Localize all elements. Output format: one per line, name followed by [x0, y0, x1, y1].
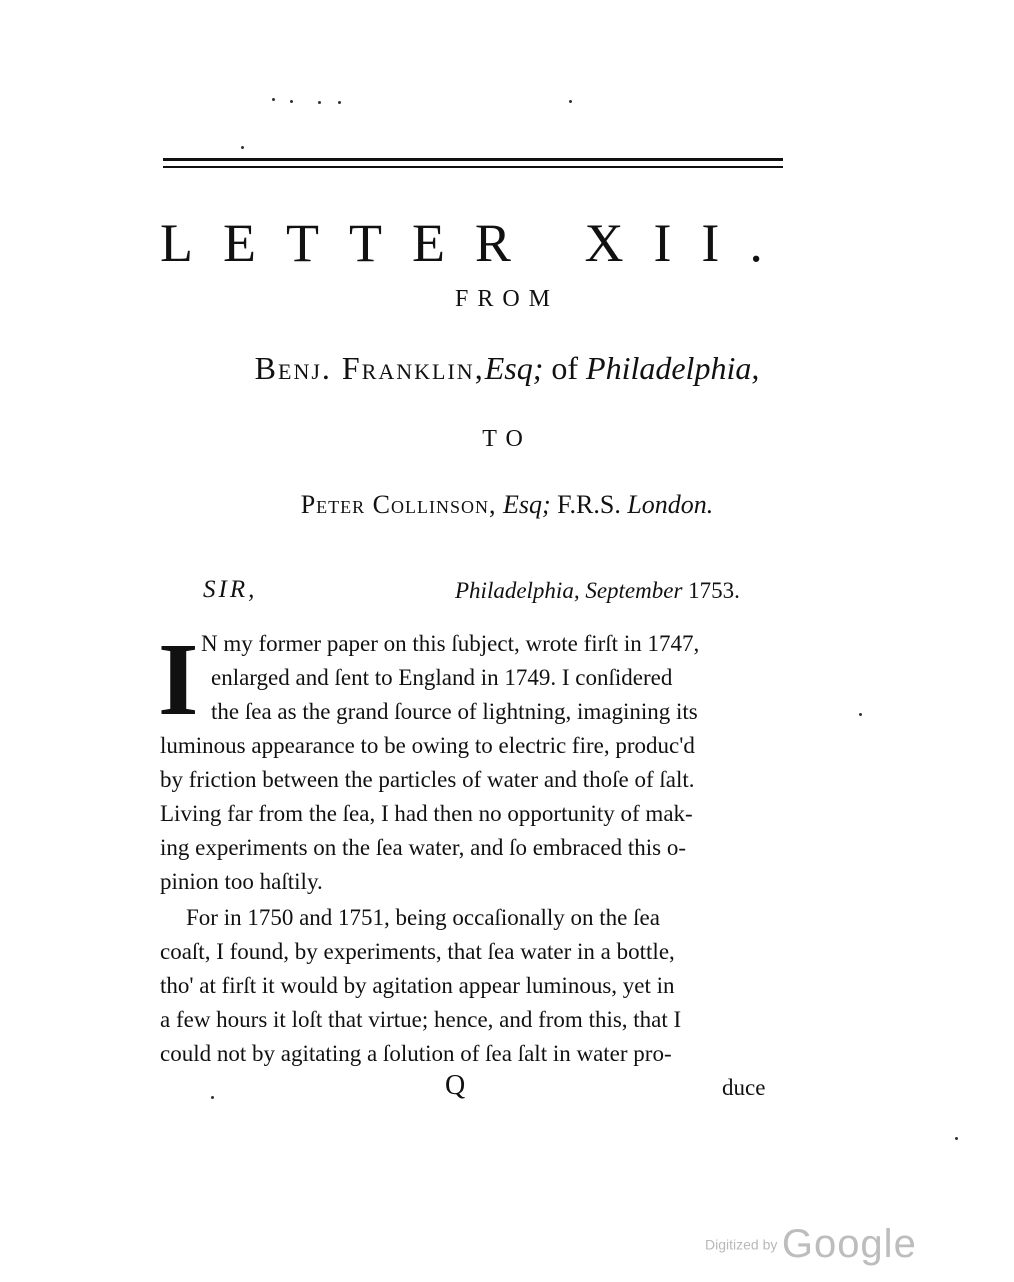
recipient-title: Esq;	[502, 490, 551, 519]
body-line: a few hours it loſt that virtue; hence, and from this, that I	[160, 1007, 682, 1032]
body-line: could not by agitating a ſolution of ſea ſalt in water pro-	[160, 1041, 672, 1066]
recipient-place: London.	[627, 490, 714, 519]
body-line: tho' at firſt it would by agitation appear luminous, yet in	[160, 973, 675, 998]
body-line: N my former paper on this ſubject, wrote firſt in 1747,	[201, 631, 700, 656]
body-line: For in 1750 and 1751, being occaſionally on the ſea	[186, 905, 660, 930]
dateline-year: 1753.	[688, 578, 740, 603]
scan-speck	[272, 98, 275, 101]
author-line	[0, 350, 1014, 387]
recipient-name: Peter Collinson,	[300, 490, 497, 519]
letter-title: LETTER XII.	[160, 213, 793, 273]
scan-speck	[955, 1137, 958, 1140]
body-line: enlarged and ſent to England in 1749. I conſidered	[211, 665, 673, 690]
drop-cap: I	[158, 622, 199, 737]
author-of: of	[543, 350, 587, 386]
body-line: pinion too haſtily.	[160, 869, 323, 894]
rule-thin	[163, 166, 783, 168]
scan-speck	[211, 1096, 214, 1099]
dateline-place: Philadelphia, September	[455, 578, 683, 603]
google-logo: Google	[781, 1222, 917, 1266]
author-place: Philadelphia,	[586, 350, 760, 386]
recipient-line	[0, 490, 1014, 520]
rule-thick	[163, 158, 783, 161]
signature-mark: Q	[445, 1070, 466, 1101]
body-line: luminous appearance to be owing to electric fire, produc'd	[160, 733, 695, 758]
catchword: duce	[722, 1075, 766, 1100]
scan-speck	[241, 146, 244, 149]
from-label: FROM	[454, 286, 560, 312]
body-line: Living far from the ſea, I had then no opportunity of mak-	[160, 801, 693, 826]
watermark-prefix: Digitized by	[705, 1236, 778, 1253]
author-name: Benj. Franklin,	[254, 350, 485, 386]
to-label: TO	[482, 426, 532, 452]
scan-speck	[338, 101, 341, 104]
body-line: coaſt, I found, by experiments, that ſea water in a bottle,	[160, 939, 675, 964]
header-double-rule	[163, 158, 783, 172]
salutation: SIR,	[203, 576, 258, 603]
body-line: by friction between the particles of water and thoſe of ſalt.	[160, 767, 695, 792]
body-line: the ſea as the grand ſource of lightning, imagining its	[211, 699, 698, 724]
recipient-frs: F.R.S.	[550, 490, 628, 519]
scan-speck	[859, 713, 862, 716]
body-line: ing experiments on the ſea water, and ſo embraced this o-	[160, 835, 686, 860]
dateline	[455, 578, 740, 604]
scan-speck	[290, 100, 293, 103]
scan-speck	[569, 100, 572, 103]
author-title: Esq;	[484, 350, 544, 386]
digitized-watermark	[705, 1222, 917, 1267]
scan-speck	[318, 101, 321, 104]
